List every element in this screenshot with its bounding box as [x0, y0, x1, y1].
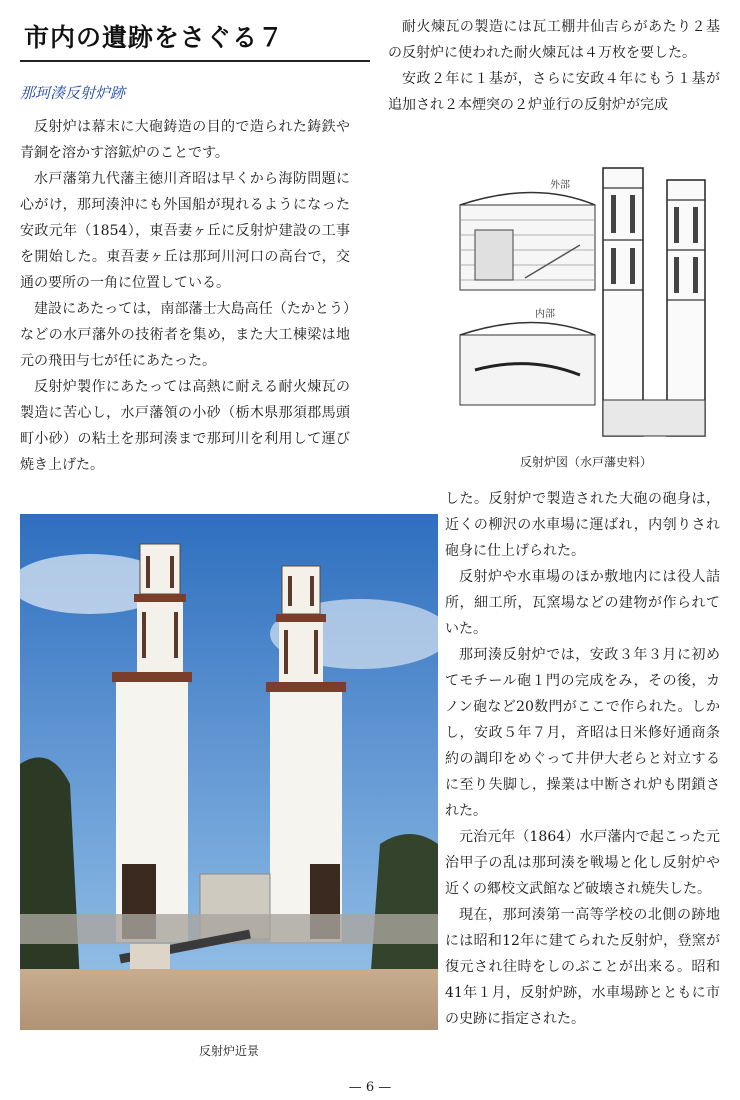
paragraph: 反射炉製作にあたっては高熱に耐える耐火煉瓦の製造に苦心し，水戸藩領の小砂（栃木県那須郡馬頭町小砂）の粘土を那珂湊まで那珂川を利用して運び焼き上げた。 — [20, 379, 350, 473]
furnace-diagram-drawing — [455, 160, 717, 450]
right-column-bottom-text — [445, 486, 720, 1032]
left-column-text — [20, 114, 350, 478]
page-number: — 6 — — [348, 1080, 392, 1095]
paragraph: 那珂湊反射炉では，安政３年３月に初めてモチール砲１門の完成をみ，その後，カノン砲など20数門がここで作られた。しかし，安政５年７月，斉昭は日米修好通商条約の調印をめぐって井伊大老らと対立するに至り失脚し，操業は中断され炉も閉鎖された。 — [445, 647, 720, 819]
paragraph: 元治元年（1864）水戸藩内で起こった元治甲子の乱は那珂湊を戦場と化し反射炉や近くの郷校文武館など破壊され焼失した。 — [445, 829, 720, 897]
diagram-label-top: 外部 — [550, 180, 570, 191]
section-subtitle: 那珂湊反射炉跡 — [20, 84, 126, 102]
paragraph: 現在，那珂湊第一高等学校の北側の跡地には昭和12年に建てられた反射炉，登窯が復元され往時をしのぶことが出来る。昭和41年１月，反射炉跡，水車場跡とともに市の史跡に指定された。 — [445, 907, 720, 1027]
diagram-label-mid: 内部 — [535, 309, 555, 320]
diagram-caption: 反射炉図（水戸藩史料） — [519, 455, 652, 469]
furnace-photo-image — [20, 514, 438, 1030]
paragraph: 耐火煉瓦の製造には瓦工棚井仙吉らがあたり２基の反射炉に使われた耐火煉瓦は４万枚を要した。 — [388, 19, 720, 61]
page-title: 市内の遺跡をさぐる７ — [24, 23, 285, 52]
paragraph: 安政２年に１基が，さらに安政４年にもう１基が追加され２本煙突の２炉並行の反射炉が完成 — [388, 71, 720, 113]
right-column-top-text — [388, 14, 720, 118]
paragraph: 水戸藩第九代藩主徳川斉昭は早くから海防問題に心がけ，那珂湊沖にも外国船が現れるようになった安政元年（1854），東吾妻ヶ丘に反射炉建設の工事を開始した。東吾妻ヶ丘は那珂川河口の高台で，交通の要所の一角に位置している。 — [20, 171, 350, 291]
title-underline — [20, 60, 370, 62]
paragraph: 反射炉は幕末に大砲鋳造の目的で造られた鋳鉄や青銅を溶かす溶鉱炉のことです。 — [20, 119, 350, 161]
paragraph: 建設にあたっては，南部藩士大島高任（たかとう）などの水戸藩外の技術者を集め，また大工棟梁は地元の飛田与七が任にあたった。 — [20, 301, 350, 369]
paragraph: 反射炉や水車場のほか敷地内には役人詰所，細工所，瓦窯場などの建物が作られていた。 — [445, 569, 720, 637]
paragraph: した。反射炉で製造された大砲の砲身は，近くの柳沢の水車場に運ばれ，内刳りされ砲身に仕上げられた。 — [445, 491, 720, 559]
furnace-diagram — [455, 160, 717, 450]
photo-caption: 反射炉近景 — [198, 1044, 259, 1058]
furnace-photo — [20, 514, 438, 1030]
